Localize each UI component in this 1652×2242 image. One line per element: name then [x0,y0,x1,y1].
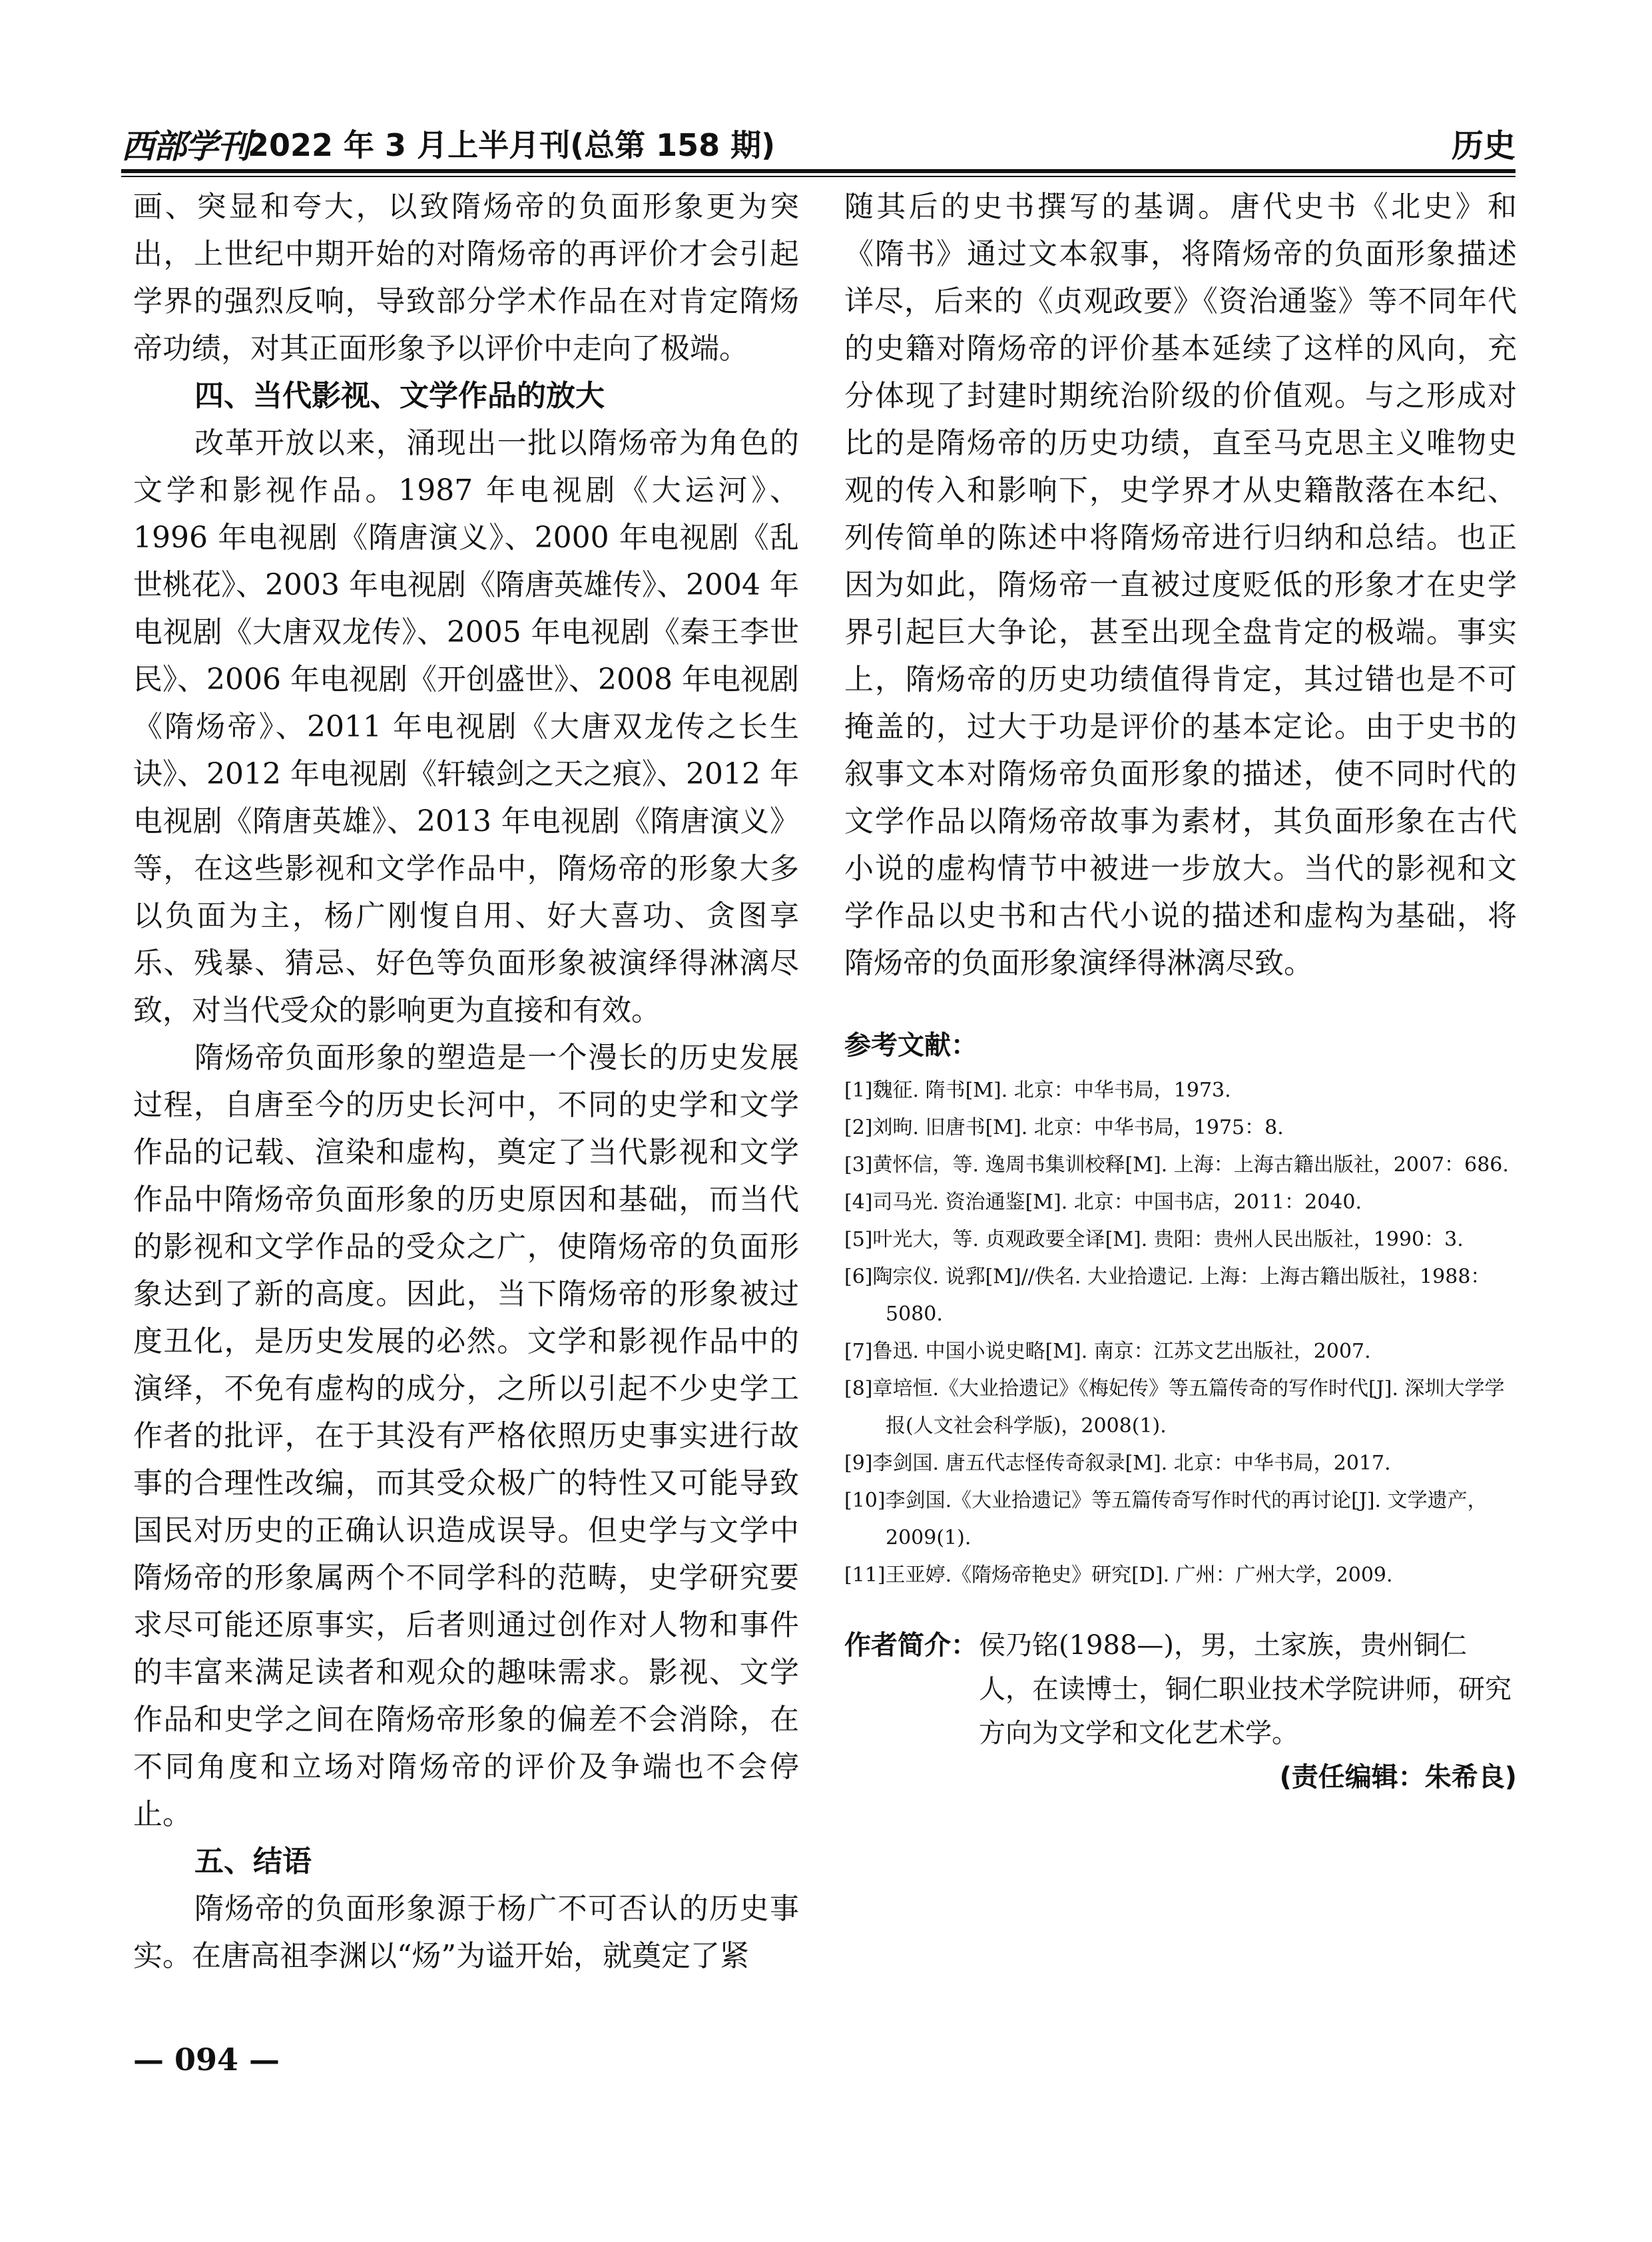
reference-item: [9]李剑国. 唐五代志怪传奇叙录[M]. 北京：中华书局，2017. [844,1452,1391,1475]
reference-item: [5]叶光大，等. 贞观政要全译[M]. 贵阳：贵州人民出版社，1990：3. [844,1228,1464,1251]
page-header [121,120,1515,166]
right-column [844,183,1517,1799]
references-list [844,1072,1517,1594]
body-paragraph: 隋炀帝的负面形象源于杨广不可否认的历史事实。在唐高祖李渊以“炀”为谥开始，就奠定了紧 [133,1892,799,1973]
reference-item: [3]黄怀信，等. 逸周书集训校释[M]. 上海：上海古籍出版社，2007：686. [844,1153,1509,1177]
body-paragraph: 隋炀帝负面形象的塑造是一个漫长的历史发展过程，自唐至今的历史长河中，不同的史学和文学作品的记载、渲染和虚构，奠定了当代影视和文学作品中隋炀帝负面形象的历史原因和基础，而当代的影视和文学作品的受众之广，使隋炀帝的负面形象达到了新的高度。因此，当下隋炀帝的形象被过度丑化，是历史发展的必然。文学和影视作品中的演绎，不免有虚构的成分，之所以引起不少史学工作者的批评，在于其没有严格依照历史事实进行故事的合理性改编，而其受众极广的特性又可能导致国民对历史的正确认识造成误导。但史学与文学中隋炀帝的形象属两个不同学科的范畴，史学研究要求尽可能还原事实，后者则通过创作对人物和事件的丰富来满足读者和观众的趣味需求。影视、文学作品和史学之间在隋炀帝形象的偏差不会消除，在不同角度和立场对隋炀帝的评价及争端也不会停止。 [133,1041,799,1831]
section-label: 历史 [1451,127,1515,164]
author-bio [844,1623,1517,1755]
page-number: — 094 — [133,2042,280,2078]
header-rule-thin [121,176,1515,177]
body-paragraph: 画、突显和夸大，以致隋炀帝的负面形象更为突出，上世纪中期开始的对隋炀帝的再评价才会引起学界的强烈反响，导致部分学术作品在对肯定隋炀帝功绩，对其正面形象予以评价中走向了极端。 [133,190,799,366]
references-heading: 参考文献： [844,1030,977,1061]
section-heading: 五、结语 [194,1844,312,1878]
right-column-text [844,183,1517,987]
author-bio-label: 作者简介： [844,1630,977,1661]
reference-item: [10]李剑国.《大业拾遗记》等五篇传奇写作时代的再讨论[J]. 文学遗产，2009(1). [844,1489,1488,1549]
reference-item: [7]鲁迅. 中国小说史略[M]. 南京：江苏文艺出版社，2007. [844,1340,1371,1363]
issue-label: 2022 年 3 月上半月刊(总第 158 期) [248,127,776,163]
header-rule [121,169,1515,173]
body-paragraph: 改革开放以来，涌现出一批以隋炀帝为角色的文学和影视作品。1987 年电视剧《大运河》、1996 年电视剧《隋唐演义》、2000 年电视剧《乱世桃花》、2003 年电视剧《隋唐英雄传》、2004 年电视剧《大唐双龙传》、2005 年电视剧《秦王李世民》、2006 年电视剧《开创盛世》、2008 年电视剧《隋炀帝》、2011 年电视剧《大唐双龙传之长生诀》、2012 年电视剧《轩辕剑之天之痕》、2012 年电视剧《隋唐英雄》、2013 年电视剧《隋唐演义》等，在这些影视和文学作品中，隋炀帝的形象大多以负面为主，杨广刚愎自用、好大喜功、贪图享乐、残暴、猜忌、好色等负面形象被演绎得淋漓尽致，对当代受众的影响更为直接和有效。 [133,426,799,1027]
journal-logo: 西部学刊 [121,127,249,166]
reference-item: [2]刘昫. 旧唐书[M]. 北京：中华书局，1975：8. [844,1116,1284,1139]
reference-item: [4]司马光. 资治通鉴[M]. 北京：中国书店，2011：2040. [844,1191,1362,1214]
editor-credit: (责任编辑：朱希良) [1279,1762,1517,1793]
reference-item: [1]魏征. 隋书[M]. 北京：中华书局，1973. [844,1079,1231,1102]
body-paragraph: 随其后的史书撰写的基调。唐代史书《北史》和《隋书》通过文本叙事，将隋炀帝的负面形象描述详尽，后来的《贞观政要》《资治通鉴》等不同年代的史籍对隋炀帝的评价基本延续了这样的风向，充分体现了封建时期统治阶级的价值观。与之形成对比的是隋炀帝的历史功绩，直至马克思主义唯物史观的传入和影响下，史学界才从史籍散落在本纪、列传简单的陈述中将隋炀帝进行归纳和总结。也正因为如此，隋炀帝一直被过度贬低的形象才在史学界引起巨大争论，甚至出现全盘肯定的极端。事实上，隋炀帝的历史功绩值得肯定，其过错也是不可掩盖的，过大于功是评价的基本定论。由于史书的叙事文本对隋炀帝负面形象的描述，使不同时代的文学作品以隋炀帝故事为素材，其负面形象在古代小说的虚构情节中被进一步放大。当代的影视和文学作品以史书和古代小说的描述和虚构为基础，将隋炀帝的负面形象演绎得淋漓尽致。 [844,190,1517,980]
reference-item: [8]章培恒.《大业拾遗记》《梅妃传》等五篇传奇的写作时代[J]. 深圳大学学报(人文社会科学版)，2008(1). [844,1377,1505,1438]
reference-item: [6]陶宗仪. 说郛[M]//佚名. 大业拾遗记. 上海：上海古籍出版社，1988：5080. [844,1265,1491,1326]
left-column [133,183,799,1980]
section-heading: 四、当代影视、文学作品的放大 [194,379,605,413]
reference-item: [11]王亚婷.《隋炀帝艳史》研究[D]. 广州：广州大学，2009. [844,1563,1393,1587]
author-bio-text: 侯乃铭(1988—)，男，土家族，贵州铜仁人，在读博士，铜仁职业技术学院讲师，研究方向为文学和文化艺术学。 [979,1630,1512,1749]
